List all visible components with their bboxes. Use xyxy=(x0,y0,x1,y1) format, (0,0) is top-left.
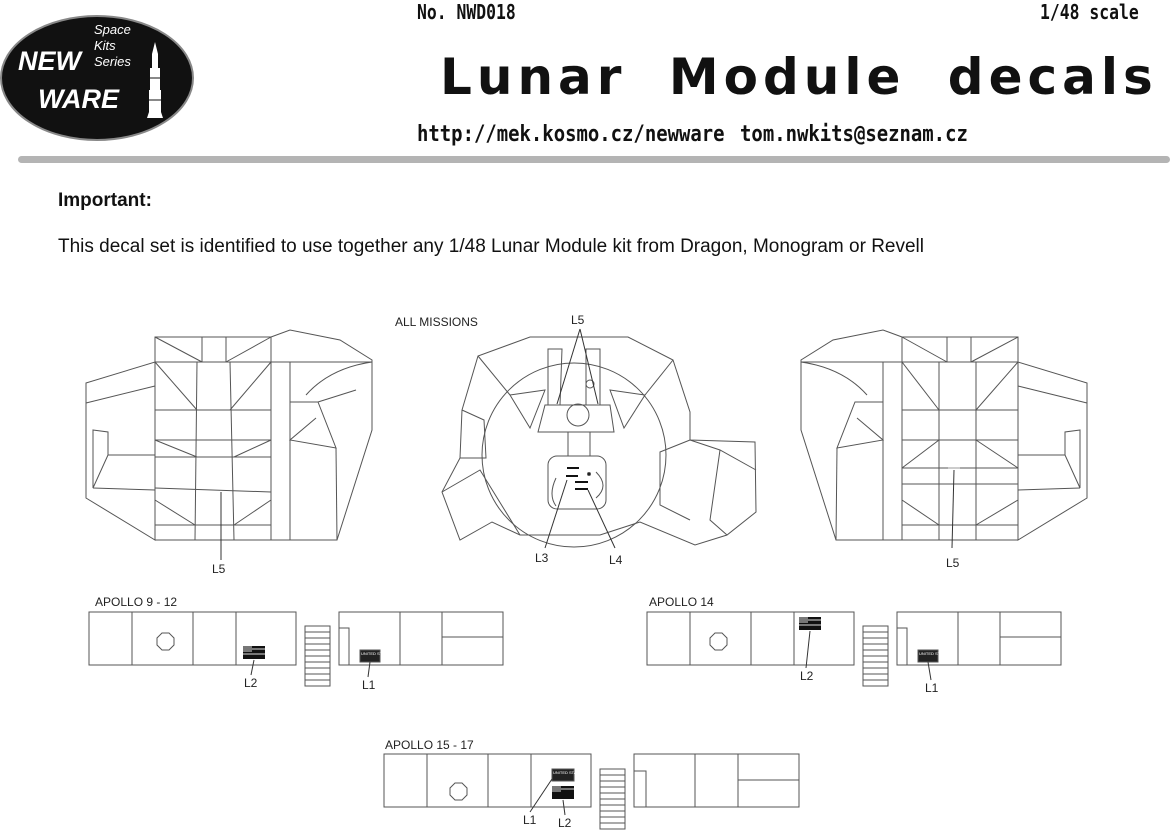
us-decal-text-14: UNITED STATES xyxy=(919,651,950,656)
strip-apollo-14 xyxy=(647,612,1061,686)
us-decal-text-15-17: UNITED STATES xyxy=(553,770,584,775)
website-link[interactable]: http://mek.kosmo.cz/newware xyxy=(417,122,725,147)
logo-line1: Space xyxy=(94,22,131,37)
callout-14-l2: L2 xyxy=(800,669,814,683)
email-link[interactable]: tom.nwkits@seznam.cz xyxy=(740,122,968,147)
callout-15-17-l1: L1 xyxy=(523,813,537,827)
callout-9-12-l1: L1 xyxy=(362,678,376,692)
scale-label: 1/48 scale xyxy=(1040,0,1139,24)
strip-apollo-15-17 xyxy=(384,754,799,829)
ladder-icon-15-17 xyxy=(600,775,625,823)
caption-apollo-15-17: APOLLO 15 - 17 xyxy=(385,738,474,752)
logo-brand2: WARE xyxy=(38,84,119,114)
flag-decal-15-17 xyxy=(552,786,574,799)
caption-apollo-14: APOLLO 14 xyxy=(649,595,714,609)
caption-all-missions: ALL MISSIONS xyxy=(395,315,478,329)
flag-decal-9-12 xyxy=(243,646,265,659)
notice-heading: Important: xyxy=(58,190,152,211)
callout-left-l5: L5 xyxy=(212,562,226,576)
logo-line3: Series xyxy=(94,54,131,69)
product-number: No. NWD018 xyxy=(417,0,516,24)
callout-center-l5: L5 xyxy=(571,313,585,327)
logo-line2: Kits xyxy=(94,38,116,53)
callout-14-l1: L1 xyxy=(925,681,939,695)
caption-apollo-9-12: APOLLO 9 - 12 xyxy=(95,595,178,609)
page-title: Lunar Module decals xyxy=(440,48,1158,106)
callout-center-l4: L4 xyxy=(609,553,623,567)
lm-front-view xyxy=(442,329,756,548)
ladder-icon-9-12 xyxy=(305,632,330,680)
notice-text: This decal set is identified to use together any 1/48 Lunar Module kit from Dragon, Monogram or Revell xyxy=(58,236,925,257)
strip-apollo-9-12 xyxy=(89,612,503,686)
lm-right-view xyxy=(801,330,1087,540)
callout-9-12-l2: L2 xyxy=(244,676,258,690)
callout-center-l3: L3 xyxy=(535,551,549,565)
flag-decal-14 xyxy=(799,617,821,630)
ladder-icon-14 xyxy=(863,632,888,680)
callout-right-l5: L5 xyxy=(946,556,960,570)
lm-left-view xyxy=(86,330,372,560)
logo-brand1: NEW xyxy=(18,46,81,76)
us-decal-text-9-12: UNITED STATES xyxy=(361,651,392,656)
callout-15-17-l2: L2 xyxy=(558,816,572,830)
